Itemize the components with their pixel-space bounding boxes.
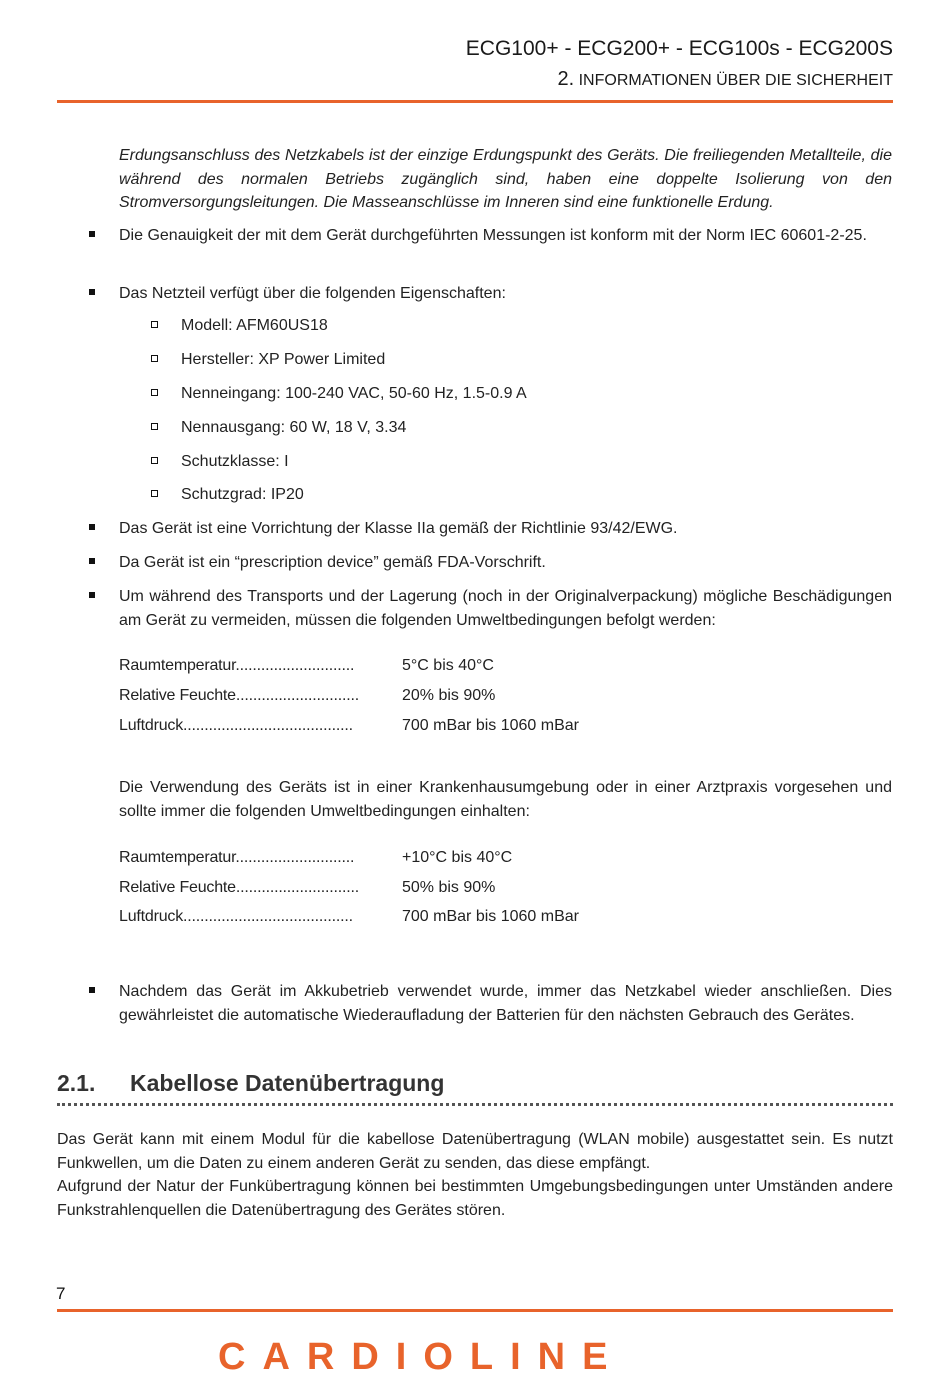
spec-item: Nenneingang: 100-240 VAC, 50-60 Hz, 1.5-0.9 A: [181, 385, 527, 402]
section-paragraph-2: Aufgrund der Natur der Funkübertragung können bei bestimmten Umgebungsbedingungen unter Umständen andere Funkstrahlenquellen die Datenübertragung des Gerätes stören.: [57, 1178, 893, 1219]
section-number: 2.1.: [57, 1070, 96, 1096]
sub-bullet-marker: [151, 321, 158, 328]
bullet-marker: [89, 231, 95, 237]
sub-bullet-marker: [151, 355, 158, 362]
document-title: ECG100+ - ECG200+ - ECG100s - ECG200S: [465, 37, 893, 60]
chapter-number: 2.: [557, 68, 575, 90]
condition-value: +10°C bis 40°C: [402, 849, 513, 866]
bullet-transport: Um während des Transports und der Lagerung (noch in der Originalverpackung) mögliche Beschädigungen am Gerät zu vermeiden, müssen die folgenden Umweltbedingungen befolgt werden:: [119, 588, 892, 629]
bullet-power-supply: Das Netzteil verfügt über die folgenden Eigenschaften:: [119, 285, 506, 302]
condition-label: Relative Feuchte.............................: [119, 687, 359, 704]
section-divider: [57, 1103, 893, 1106]
bullet-marker: [89, 524, 95, 530]
bullet-marker: [89, 558, 95, 564]
condition-label: Luftdruck........................................: [119, 717, 353, 734]
cardioline-logo: CARDIOLINE: [218, 1336, 625, 1378]
spec-item: Schutzgrad: IP20: [181, 486, 304, 503]
condition-value: 20% bis 90%: [402, 687, 496, 704]
sub-bullet-marker: [151, 457, 158, 464]
bullet-accuracy: Die Genauigkeit der mit dem Gerät durchgeführten Messungen ist konform mit der Norm IEC 60601-2-25.: [119, 227, 867, 244]
condition-label: Relative Feuchte.............................: [119, 879, 359, 896]
page-number: 7: [56, 1284, 66, 1303]
sub-bullet-marker: [151, 423, 158, 430]
condition-value: 700 mBar bis 1060 mBar: [402, 908, 579, 925]
bullet-battery: Nachdem das Gerät im Akkubetrieb verwendet wurde, immer das Netzkabel wieder anschließen. Dies gewährleistet die automatische Wiederaufladung der Batterien für den nächsten Gebrauch des Gerätes.: [119, 983, 892, 1024]
section-heading: [57, 1070, 444, 1097]
bullet-marker: [89, 592, 95, 598]
spec-item: Schutzklasse: I: [181, 453, 289, 470]
condition-value: 50% bis 90%: [402, 879, 496, 896]
sub-bullet-marker: [151, 490, 158, 497]
usage-paragraph: Die Verwendung des Geräts ist in einer Krankenhausumgebung oder in einer Arztpraxis vorgesehen und sollte immer die folgenden Umweltbedingungen einhalten:: [119, 779, 892, 820]
chapter-title: INFORMATIONEN ÜBER DIE SICHERHEIT: [578, 72, 893, 89]
condition-label: Raumtemperatur............................: [119, 849, 355, 866]
condition-label: Luftdruck........................................: [119, 908, 353, 925]
bullet-marker: [89, 987, 95, 993]
header-rule: [57, 100, 893, 103]
spec-item: Modell: AFM60US18: [181, 317, 328, 334]
footer-rule: [57, 1309, 893, 1312]
section-title: Kabellose Datenübertragung: [130, 1070, 445, 1096]
condition-value: 700 mBar bis 1060 mBar: [402, 717, 579, 734]
bullet-marker: [89, 289, 95, 295]
condition-label: Raumtemperatur............................: [119, 657, 355, 674]
spec-item: Nennausgang: 60 W, 18 V, 3.34: [181, 419, 407, 436]
intro-paragraph: Erdungsanschluss des Netzkabels ist der einzige Erdungspunkt des Geräts. Die freiliegenden Metallteile, die während des normalen Betriebs zugänglich sind, haben eine doppelte Isolierung von den Stromversorgungsleitungen. Die Masseanschlüsse im Inneren sind eine funktionelle Erdung.: [119, 147, 892, 211]
bullet-class: Das Gerät ist eine Vorrichtung der Klasse IIa gemäß der Richtlinie 93/42/EWG.: [119, 520, 678, 537]
chapter-heading: [557, 68, 893, 91]
condition-value: 5°C bis 40°C: [402, 657, 494, 674]
spec-item: Hersteller: XP Power Limited: [181, 351, 386, 368]
bullet-prescription: Da Gerät ist ein “prescription device” gemäß FDA-Vorschrift.: [119, 554, 546, 571]
section-paragraph-1: Das Gerät kann mit einem Modul für die kabellose Datenübertragung (WLAN mobile) ausgestattet sein. Es nutzt Funkwellen, um die Daten zu einem anderen Gerät zu senden, das diese empfängt.: [57, 1131, 893, 1172]
sub-bullet-marker: [151, 389, 158, 396]
